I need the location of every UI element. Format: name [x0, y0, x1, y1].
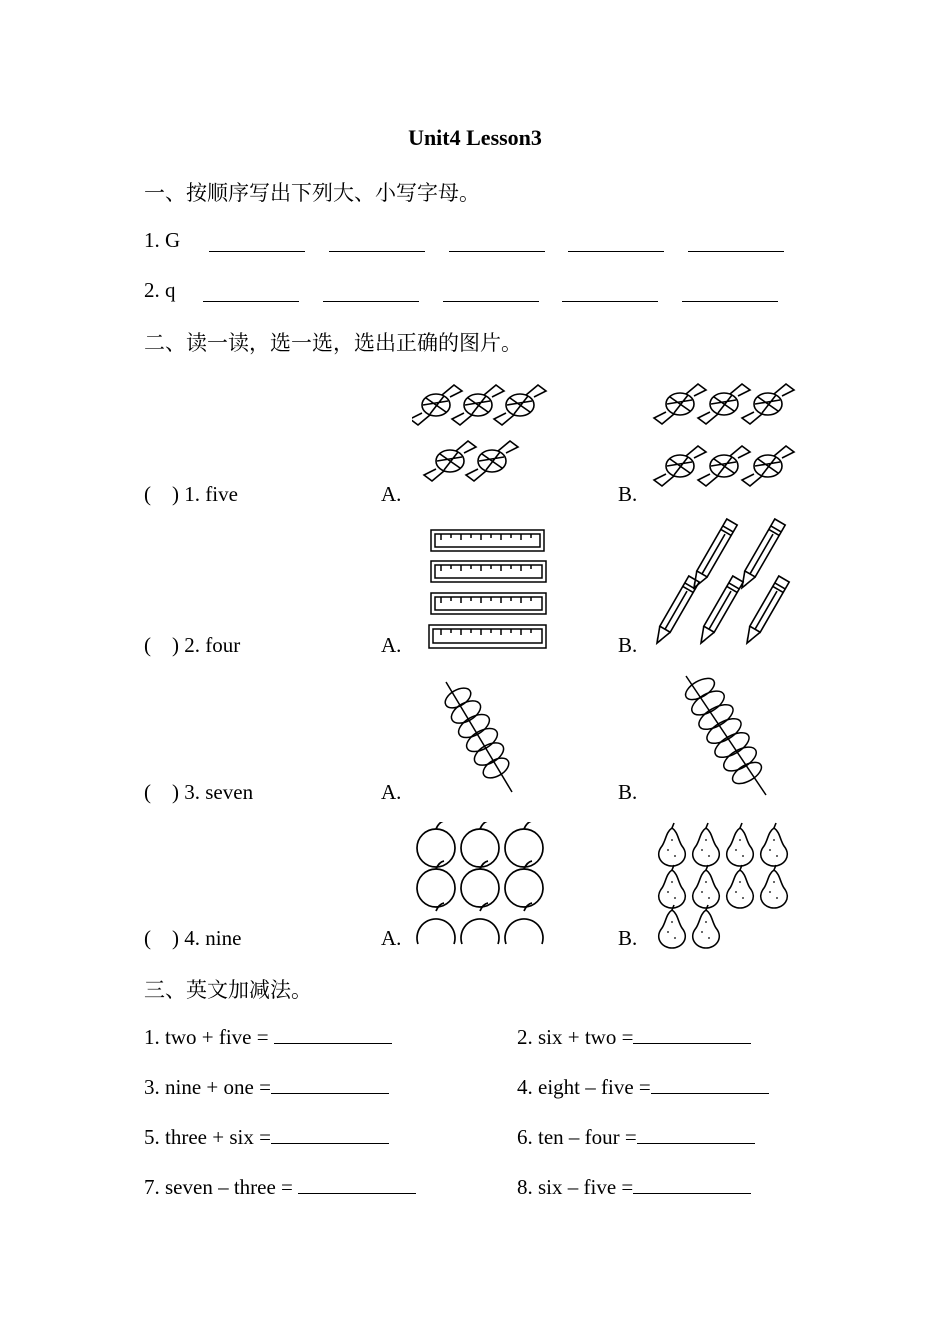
math-expression: 5. three + six = — [144, 1125, 271, 1149]
answer-blank[interactable] — [633, 1176, 751, 1194]
math-item-3 — [144, 1075, 389, 1100]
option-a-label[interactable]: A. — [381, 780, 402, 804]
math-item-2 — [517, 1025, 751, 1050]
question-text: 3. seven — [184, 780, 254, 804]
option-b-label[interactable]: B. — [618, 780, 638, 804]
answer-blank[interactable] — [271, 1126, 389, 1144]
option-b-label[interactable]: B. — [618, 633, 638, 657]
math-item-8 — [517, 1175, 751, 1200]
math-expression: 3. nine + one = — [144, 1075, 271, 1099]
option-a-label[interactable]: A. — [381, 633, 402, 657]
answer-blank[interactable] — [274, 1026, 392, 1044]
question-3 — [144, 780, 253, 805]
section2-heading: 二、读一读，选一选，选出正确的图片。 — [144, 331, 522, 355]
question-text: 4. nine — [184, 926, 242, 950]
fish-skewer-picture-a — [440, 680, 520, 795]
answer-blank[interactable] — [682, 284, 778, 302]
math-expression: 8. six – five = — [517, 1175, 634, 1199]
question-4 — [144, 926, 241, 951]
apple-picture-a — [412, 822, 552, 947]
question-text: 1. five — [184, 482, 238, 506]
candy-picture-a — [412, 377, 557, 495]
answer-blank[interactable] — [323, 284, 419, 302]
ruler-picture-a — [427, 527, 551, 653]
question-text: 2. four — [184, 633, 241, 657]
answer-paren[interactable]: ( ) — [144, 780, 179, 804]
option-a-label[interactable]: A. — [381, 482, 402, 506]
math-item-7 — [144, 1175, 416, 1200]
candy-picture-b — [650, 374, 800, 502]
answer-blank[interactable] — [443, 284, 539, 302]
math-expression: 2. six + two = — [517, 1025, 634, 1049]
math-item-5 — [144, 1125, 389, 1150]
option-b-label[interactable]: B. — [618, 482, 638, 506]
math-expression: 1. two + five = — [144, 1025, 274, 1049]
answer-blank[interactable] — [271, 1076, 389, 1094]
math-expression: 4. eight – five = — [517, 1075, 651, 1099]
math-expression: 7. seven – three = — [144, 1175, 299, 1199]
answer-blank[interactable] — [298, 1176, 416, 1194]
page-title: Unit4 Lesson3 — [408, 125, 542, 150]
pear-picture-b — [652, 822, 797, 952]
answer-blank[interactable] — [633, 1026, 751, 1044]
letter-row-2 — [144, 278, 176, 303]
answer-paren[interactable]: ( ) — [144, 633, 179, 657]
answer-paren[interactable]: ( ) — [144, 482, 179, 506]
answer-blank[interactable] — [449, 234, 545, 252]
answer-blank[interactable] — [329, 234, 425, 252]
fish-skewer-picture-b — [678, 673, 778, 798]
answer-paren[interactable]: ( ) — [144, 926, 179, 950]
answer-blank[interactable] — [562, 284, 658, 302]
section3-heading: 三、英文加减法。 — [144, 978, 312, 1002]
letter-row-label: 2. q — [144, 278, 176, 302]
letter-row-1 — [144, 228, 180, 253]
answer-blank[interactable] — [637, 1126, 755, 1144]
answer-blank[interactable] — [203, 284, 299, 302]
option-a-label[interactable]: A. — [381, 926, 402, 950]
pencil-picture-b — [652, 517, 800, 655]
section1-heading: 一、按顺序写出下列大、小写字母。 — [144, 181, 480, 205]
math-item-1 — [144, 1025, 392, 1050]
question-2 — [144, 633, 240, 658]
answer-blank[interactable] — [209, 234, 305, 252]
answer-blank[interactable] — [651, 1076, 769, 1094]
question-1 — [144, 482, 238, 507]
letter-row-label: 1. G — [144, 228, 181, 252]
math-expression: 6. ten – four = — [517, 1125, 637, 1149]
answer-blank[interactable] — [568, 234, 664, 252]
math-item-4 — [517, 1075, 769, 1100]
math-item-6 — [517, 1125, 755, 1150]
option-b-label[interactable]: B. — [618, 926, 638, 950]
answer-blank[interactable] — [688, 234, 784, 252]
